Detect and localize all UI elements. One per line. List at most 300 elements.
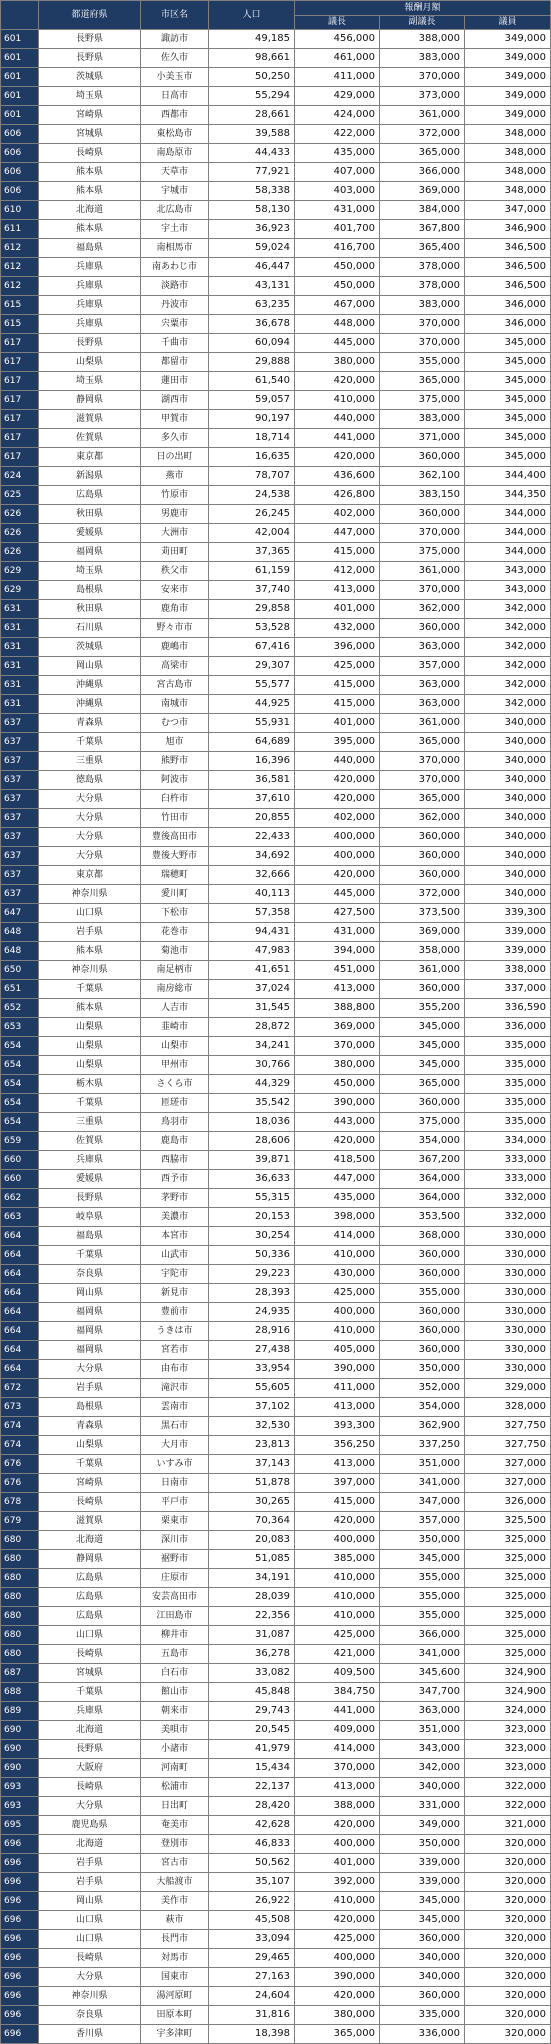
table-row bbox=[1, 429, 551, 448]
table-row bbox=[1, 1151, 551, 1170]
prefecture-cell: 福岡県 bbox=[39, 1322, 141, 1341]
city-cell: 佐久市 bbox=[141, 49, 209, 68]
city-cell: 湖西市 bbox=[141, 391, 209, 410]
rank-cell: 611 bbox=[1, 220, 39, 239]
chair-pay-cell: 397,000 bbox=[295, 1474, 380, 1493]
population-cell: 61,540 bbox=[209, 372, 295, 391]
vice-chair-pay-cell: 352,000 bbox=[380, 1379, 465, 1398]
chair-pay-cell: 431,000 bbox=[295, 201, 380, 220]
member-pay-cell: 325,000 bbox=[465, 1569, 551, 1588]
table-row bbox=[1, 106, 551, 125]
chair-pay-cell: 445,000 bbox=[295, 885, 380, 904]
table-row bbox=[1, 1094, 551, 1113]
population-cell: 55,577 bbox=[209, 676, 295, 695]
population-cell: 28,039 bbox=[209, 1588, 295, 1607]
population-cell: 44,925 bbox=[209, 695, 295, 714]
prefecture-cell: 山口県 bbox=[39, 1626, 141, 1645]
chair-pay-cell: 425,000 bbox=[295, 1284, 380, 1303]
population-cell: 31,816 bbox=[209, 2006, 295, 2025]
chair-pay-cell: 396,000 bbox=[295, 638, 380, 657]
vice-chair-pay-cell: 370,000 bbox=[380, 68, 465, 87]
chair-pay-cell: 422,000 bbox=[295, 125, 380, 144]
prefecture-cell: 神奈川県 bbox=[39, 885, 141, 904]
city-cell: 美唄市 bbox=[141, 1721, 209, 1740]
prefecture-cell: 兵庫県 bbox=[39, 315, 141, 334]
population-cell: 28,872 bbox=[209, 1018, 295, 1037]
chair-pay-cell: 414,000 bbox=[295, 1740, 380, 1759]
prefecture-cell: 埼玉県 bbox=[39, 562, 141, 581]
population-cell: 42,004 bbox=[209, 524, 295, 543]
table-row bbox=[1, 258, 551, 277]
member-pay-cell: 330,000 bbox=[465, 1227, 551, 1246]
member-pay-cell: 337,000 bbox=[465, 980, 551, 999]
prefecture-cell: 三重県 bbox=[39, 1113, 141, 1132]
population-cell: 41,979 bbox=[209, 1740, 295, 1759]
rank-cell: 662 bbox=[1, 1189, 39, 1208]
table-row bbox=[1, 847, 551, 866]
vice-chair-pay-cell: 367,200 bbox=[380, 1151, 465, 1170]
vice-chair-pay-cell: 378,000 bbox=[380, 277, 465, 296]
prefecture-cell: 長野県 bbox=[39, 1189, 141, 1208]
prefecture-cell: 大分県 bbox=[39, 828, 141, 847]
prefecture-cell: 奈良県 bbox=[39, 2006, 141, 2025]
member-pay-cell: 330,000 bbox=[465, 1246, 551, 1265]
member-pay-cell: 335,000 bbox=[465, 1113, 551, 1132]
chair-pay-cell: 392,000 bbox=[295, 1873, 380, 1892]
rank-cell: 612 bbox=[1, 258, 39, 277]
vice-chair-pay-cell: 363,000 bbox=[380, 1702, 465, 1721]
rank-cell: 652 bbox=[1, 999, 39, 1018]
prefecture-cell: 熊本県 bbox=[39, 942, 141, 961]
vice-chair-pay-cell: 336,000 bbox=[380, 2025, 465, 2044]
chair-pay-cell: 401,000 bbox=[295, 1854, 380, 1873]
member-pay-cell: 320,000 bbox=[465, 2006, 551, 2025]
population-cell: 32,530 bbox=[209, 1417, 295, 1436]
table-row bbox=[1, 315, 551, 334]
member-pay-cell: 323,000 bbox=[465, 1721, 551, 1740]
population-cell: 98,661 bbox=[209, 49, 295, 68]
population-cell: 18,714 bbox=[209, 429, 295, 448]
rank-cell: 672 bbox=[1, 1379, 39, 1398]
member-pay-cell: 335,000 bbox=[465, 1056, 551, 1075]
population-cell: 28,661 bbox=[209, 106, 295, 125]
vice-chair-pay-cell: 360,000 bbox=[380, 1246, 465, 1265]
rank-cell: 631 bbox=[1, 619, 39, 638]
population-cell: 31,087 bbox=[209, 1626, 295, 1645]
city-cell: 日の出町 bbox=[141, 448, 209, 467]
member-pay-cell: 344,400 bbox=[465, 467, 551, 486]
city-cell: 秩父市 bbox=[141, 562, 209, 581]
rank-cell: 631 bbox=[1, 676, 39, 695]
member-pay-cell: 340,000 bbox=[465, 885, 551, 904]
table-row bbox=[1, 1683, 551, 1702]
population-cell: 29,858 bbox=[209, 600, 295, 619]
table-row bbox=[1, 638, 551, 657]
rank-cell: 679 bbox=[1, 1512, 39, 1531]
population-cell: 23,813 bbox=[209, 1436, 295, 1455]
table-row bbox=[1, 1265, 551, 1284]
member-pay-cell: 340,000 bbox=[465, 847, 551, 866]
table-row bbox=[1, 163, 551, 182]
member-pay-cell: 348,000 bbox=[465, 163, 551, 182]
table-row bbox=[1, 353, 551, 372]
population-cell: 37,740 bbox=[209, 581, 295, 600]
prefecture-cell: 島根県 bbox=[39, 581, 141, 600]
table-row bbox=[1, 1341, 551, 1360]
vice-chair-pay-cell: 340,000 bbox=[380, 1968, 465, 1987]
member-pay-cell: 320,000 bbox=[465, 2025, 551, 2044]
vice-chair-pay-cell: 360,000 bbox=[380, 1094, 465, 1113]
city-cell: 南あわじ市 bbox=[141, 258, 209, 277]
chair-pay-cell: 370,000 bbox=[295, 1759, 380, 1778]
city-cell: 五島市 bbox=[141, 1645, 209, 1664]
table-row bbox=[1, 1284, 551, 1303]
prefecture-cell: 北海道 bbox=[39, 1721, 141, 1740]
rank-cell: 637 bbox=[1, 714, 39, 733]
table-row bbox=[1, 1360, 551, 1379]
city-cell: 南城市 bbox=[141, 695, 209, 714]
population-cell: 33,094 bbox=[209, 1930, 295, 1949]
vice-chair-pay-cell: 365,000 bbox=[380, 733, 465, 752]
table-row bbox=[1, 1379, 551, 1398]
rank-cell: 676 bbox=[1, 1474, 39, 1493]
city-header: 市区名 bbox=[141, 1, 209, 30]
member-pay-cell: 342,000 bbox=[465, 676, 551, 695]
chair-pay-cell: 420,000 bbox=[295, 866, 380, 885]
table-row bbox=[1, 581, 551, 600]
table-row bbox=[1, 1227, 551, 1246]
member-pay-cell: 330,000 bbox=[465, 1265, 551, 1284]
vice-chair-pay-cell: 343,000 bbox=[380, 1740, 465, 1759]
chair-pay-cell: 413,000 bbox=[295, 1398, 380, 1417]
prefecture-cell: 広島県 bbox=[39, 1607, 141, 1626]
prefecture-cell: 神奈川県 bbox=[39, 961, 141, 980]
chair-pay-cell: 430,000 bbox=[295, 1265, 380, 1284]
rank-cell: 693 bbox=[1, 1797, 39, 1816]
city-cell: 平戸市 bbox=[141, 1493, 209, 1512]
city-cell: 宮若市 bbox=[141, 1341, 209, 1360]
city-cell: 阿波市 bbox=[141, 771, 209, 790]
rank-cell: 680 bbox=[1, 1588, 39, 1607]
rank-cell: 637 bbox=[1, 771, 39, 790]
chair-pay-cell: 424,000 bbox=[295, 106, 380, 125]
rank-cell: 615 bbox=[1, 296, 39, 315]
rank-cell: 648 bbox=[1, 942, 39, 961]
member-pay-cell: 320,000 bbox=[465, 1987, 551, 2006]
table-row bbox=[1, 1531, 551, 1550]
city-cell: 諏訪市 bbox=[141, 30, 209, 49]
member-pay-cell: 325,000 bbox=[465, 1607, 551, 1626]
population-cell: 55,294 bbox=[209, 87, 295, 106]
city-cell: 匝瑳市 bbox=[141, 1094, 209, 1113]
vice-chair-pay-cell: 373,500 bbox=[380, 904, 465, 923]
rank-cell: 688 bbox=[1, 1683, 39, 1702]
city-cell: 豊後大野市 bbox=[141, 847, 209, 866]
city-cell: 都留市 bbox=[141, 353, 209, 372]
city-cell: 山武市 bbox=[141, 1246, 209, 1265]
city-cell: 大船渡市 bbox=[141, 1873, 209, 1892]
member-pay-cell: 323,000 bbox=[465, 1740, 551, 1759]
table-row bbox=[1, 1208, 551, 1227]
member-pay-cell: 344,000 bbox=[465, 524, 551, 543]
chair-pay-cell: 420,000 bbox=[295, 1512, 380, 1531]
member-pay-cell: 342,000 bbox=[465, 657, 551, 676]
vice-chair-pay-cell: 360,000 bbox=[380, 448, 465, 467]
rank-cell: 680 bbox=[1, 1531, 39, 1550]
vice-chair-pay-cell: 339,000 bbox=[380, 1854, 465, 1873]
rank-cell: 654 bbox=[1, 1056, 39, 1075]
chair-pay-cell: 440,000 bbox=[295, 752, 380, 771]
table-row bbox=[1, 30, 551, 49]
rank-cell: 625 bbox=[1, 486, 39, 505]
table-row bbox=[1, 410, 551, 429]
city-cell: 多久市 bbox=[141, 429, 209, 448]
vice-chair-pay-cell: 355,000 bbox=[380, 353, 465, 372]
member-pay-cell: 336,000 bbox=[465, 1018, 551, 1037]
table-row bbox=[1, 1474, 551, 1493]
table-row bbox=[1, 1512, 551, 1531]
chair-pay-cell: 365,000 bbox=[295, 2025, 380, 2044]
member-pay-cell: 336,590 bbox=[465, 999, 551, 1018]
rank-cell: 629 bbox=[1, 562, 39, 581]
prefecture-cell: 沖縄県 bbox=[39, 676, 141, 695]
member-pay-cell: 330,000 bbox=[465, 1322, 551, 1341]
chair-pay-cell: 401,000 bbox=[295, 714, 380, 733]
population-cell: 50,250 bbox=[209, 68, 295, 87]
table-row bbox=[1, 1170, 551, 1189]
vice-chair-pay-cell: 342,000 bbox=[380, 1759, 465, 1778]
city-cell: 甲賀市 bbox=[141, 410, 209, 429]
prefecture-cell: 佐賀県 bbox=[39, 429, 141, 448]
city-cell: 宇多津町 bbox=[141, 2025, 209, 2044]
city-cell: 南足柄市 bbox=[141, 961, 209, 980]
vice-chair-pay-cell: 369,000 bbox=[380, 182, 465, 201]
table-row bbox=[1, 1132, 551, 1151]
city-cell: 庄原市 bbox=[141, 1569, 209, 1588]
vice-chair-pay-cell: 363,000 bbox=[380, 676, 465, 695]
member-pay-cell: 344,000 bbox=[465, 543, 551, 562]
member-pay-cell: 320,000 bbox=[465, 1930, 551, 1949]
prefecture-cell: 宮崎県 bbox=[39, 1474, 141, 1493]
chair-pay-cell: 411,000 bbox=[295, 68, 380, 87]
prefecture-cell: 広島県 bbox=[39, 1569, 141, 1588]
table-row bbox=[1, 904, 551, 923]
table-row bbox=[1, 923, 551, 942]
vice-chair-pay-cell: 355,000 bbox=[380, 1607, 465, 1626]
rank-cell: 674 bbox=[1, 1417, 39, 1436]
table-row bbox=[1, 1721, 551, 1740]
chair-pay-cell: 415,000 bbox=[295, 543, 380, 562]
city-cell: 安来市 bbox=[141, 581, 209, 600]
population-cell: 15,434 bbox=[209, 1759, 295, 1778]
city-cell: むつ市 bbox=[141, 714, 209, 733]
prefecture-cell: 秋田県 bbox=[39, 600, 141, 619]
chair-pay-cell: 415,000 bbox=[295, 695, 380, 714]
chair-pay-cell: 394,000 bbox=[295, 942, 380, 961]
population-cell: 49,185 bbox=[209, 30, 295, 49]
member-pay-cell: 320,000 bbox=[465, 1968, 551, 1987]
vice-chair-pay-cell: 388,000 bbox=[380, 30, 465, 49]
vice-chair-pay-cell: 341,000 bbox=[380, 1474, 465, 1493]
prefecture-cell: 青森県 bbox=[39, 714, 141, 733]
member-pay-cell: 339,300 bbox=[465, 904, 551, 923]
vice-chair-pay-cell: 361,000 bbox=[380, 106, 465, 125]
table-row bbox=[1, 49, 551, 68]
rank-cell: 606 bbox=[1, 182, 39, 201]
chair-pay-cell: 450,000 bbox=[295, 258, 380, 277]
chair-pay-cell: 447,000 bbox=[295, 524, 380, 543]
population-cell: 24,604 bbox=[209, 1987, 295, 2006]
chair-pay-cell: 420,000 bbox=[295, 372, 380, 391]
city-cell: 豊後高田市 bbox=[141, 828, 209, 847]
vice-chair-pay-cell: 371,000 bbox=[380, 429, 465, 448]
member-pay-cell: 332,000 bbox=[465, 1189, 551, 1208]
member-pay-cell: 346,500 bbox=[465, 258, 551, 277]
chair-pay-cell: 413,000 bbox=[295, 581, 380, 600]
table-row bbox=[1, 885, 551, 904]
city-cell: 長門市 bbox=[141, 1930, 209, 1949]
city-cell: 黒石市 bbox=[141, 1417, 209, 1436]
rank-cell: 612 bbox=[1, 239, 39, 258]
table-row bbox=[1, 980, 551, 999]
vice-chair-pay-cell: 339,000 bbox=[380, 1873, 465, 1892]
member-pay-cell: 329,000 bbox=[465, 1379, 551, 1398]
rank-cell: 696 bbox=[1, 1949, 39, 1968]
prefecture-cell: 宮城県 bbox=[39, 1664, 141, 1683]
table-row bbox=[1, 714, 551, 733]
rank-cell: 612 bbox=[1, 277, 39, 296]
monthly-pay-header: 報酬月額 bbox=[295, 1, 551, 16]
prefecture-cell: 山梨県 bbox=[39, 1436, 141, 1455]
member-pay-cell: 326,000 bbox=[465, 1493, 551, 1512]
population-cell: 67,416 bbox=[209, 638, 295, 657]
population-cell: 18,036 bbox=[209, 1113, 295, 1132]
table-row bbox=[1, 1189, 551, 1208]
member-pay-cell: 325,500 bbox=[465, 1512, 551, 1531]
chair-pay-cell: 418,500 bbox=[295, 1151, 380, 1170]
vice-chair-pay-cell: 349,000 bbox=[380, 1816, 465, 1835]
city-cell: 新見市 bbox=[141, 1284, 209, 1303]
member-pay-cell: 344,000 bbox=[465, 505, 551, 524]
population-cell: 22,356 bbox=[209, 1607, 295, 1626]
chair-pay-cell: 415,000 bbox=[295, 676, 380, 695]
table-row bbox=[1, 1835, 551, 1854]
vice-chair-pay-cell: 370,000 bbox=[380, 752, 465, 771]
population-cell: 36,678 bbox=[209, 315, 295, 334]
chair-pay-cell: 405,000 bbox=[295, 1341, 380, 1360]
member-pay-cell: 327,750 bbox=[465, 1436, 551, 1455]
population-cell: 44,329 bbox=[209, 1075, 295, 1094]
rank-cell: 690 bbox=[1, 1759, 39, 1778]
chair-pay-cell: 420,000 bbox=[295, 448, 380, 467]
city-cell: 大月市 bbox=[141, 1436, 209, 1455]
prefecture-cell: 静岡県 bbox=[39, 1550, 141, 1569]
city-cell: 丹波市 bbox=[141, 296, 209, 315]
vice-chair-pay-cell: 362,000 bbox=[380, 600, 465, 619]
vice-chair-pay-cell: 365,000 bbox=[380, 790, 465, 809]
rank-cell: 659 bbox=[1, 1132, 39, 1151]
chair-pay-cell: 425,000 bbox=[295, 657, 380, 676]
member-pay-cell: 328,000 bbox=[465, 1398, 551, 1417]
chair-pay-cell: 388,000 bbox=[295, 1797, 380, 1816]
table-row bbox=[1, 391, 551, 410]
member-pay-cell: 347,000 bbox=[465, 201, 551, 220]
vice-chair-pay-cell: 353,500 bbox=[380, 1208, 465, 1227]
city-cell: 田原本町 bbox=[141, 2006, 209, 2025]
population-cell: 57,358 bbox=[209, 904, 295, 923]
chair-pay-cell: 436,600 bbox=[295, 467, 380, 486]
chair-pay-cell: 425,000 bbox=[295, 1930, 380, 1949]
prefecture-cell: 岩手県 bbox=[39, 1873, 141, 1892]
rank-cell: 690 bbox=[1, 1740, 39, 1759]
chair-pay-cell: 413,000 bbox=[295, 1455, 380, 1474]
city-cell: 安芸高田市 bbox=[141, 1588, 209, 1607]
prefecture-cell: 長野県 bbox=[39, 334, 141, 353]
population-cell: 31,545 bbox=[209, 999, 295, 1018]
member-pay-cell: 343,000 bbox=[465, 581, 551, 600]
table-row bbox=[1, 372, 551, 391]
vice-chair-pay-cell: 367,800 bbox=[380, 220, 465, 239]
chair-pay-cell: 443,000 bbox=[295, 1113, 380, 1132]
chair-pay-cell: 420,000 bbox=[295, 1911, 380, 1930]
rank-cell: 650 bbox=[1, 961, 39, 980]
vice-chair-pay-cell: 360,000 bbox=[380, 1341, 465, 1360]
city-cell: 江田島市 bbox=[141, 1607, 209, 1626]
rank-cell: 601 bbox=[1, 87, 39, 106]
table-header bbox=[1, 1, 551, 30]
city-cell: 日出町 bbox=[141, 1797, 209, 1816]
chair-pay-cell: 370,000 bbox=[295, 1037, 380, 1056]
prefecture-cell: 北海道 bbox=[39, 201, 141, 220]
chair-pay-cell: 410,000 bbox=[295, 1607, 380, 1626]
rank-cell: 654 bbox=[1, 1113, 39, 1132]
prefecture-cell: 熊本県 bbox=[39, 220, 141, 239]
vice-chair-pay-cell: 357,000 bbox=[380, 657, 465, 676]
rank-cell: 664 bbox=[1, 1322, 39, 1341]
prefecture-cell: 広島県 bbox=[39, 486, 141, 505]
rank-cell: 617 bbox=[1, 334, 39, 353]
rank-cell: 664 bbox=[1, 1284, 39, 1303]
table-row bbox=[1, 809, 551, 828]
prefecture-cell: 岐阜県 bbox=[39, 1208, 141, 1227]
member-pay-cell: 320,000 bbox=[465, 1892, 551, 1911]
vice-chair-pay-cell: 360,000 bbox=[380, 828, 465, 847]
chair-pay-cell: 420,000 bbox=[295, 1816, 380, 1835]
rank-cell: 617 bbox=[1, 391, 39, 410]
city-cell: 美濃市 bbox=[141, 1208, 209, 1227]
vice-chair-pay-cell: 355,000 bbox=[380, 1588, 465, 1607]
city-cell: 本宮市 bbox=[141, 1227, 209, 1246]
rank-cell: 664 bbox=[1, 1341, 39, 1360]
table-row bbox=[1, 1018, 551, 1037]
vice-chair-pay-cell: 360,000 bbox=[380, 866, 465, 885]
population-cell: 28,916 bbox=[209, 1322, 295, 1341]
prefecture-cell: 千葉県 bbox=[39, 1683, 141, 1702]
vice-chair-pay-cell: 345,000 bbox=[380, 1892, 465, 1911]
city-cell: 裾野市 bbox=[141, 1550, 209, 1569]
vice-chair-pay-cell: 345,600 bbox=[380, 1664, 465, 1683]
prefecture-cell: 福島県 bbox=[39, 1227, 141, 1246]
chair-pay-cell: 412,000 bbox=[295, 562, 380, 581]
chair-pay-cell: 420,000 bbox=[295, 1132, 380, 1151]
table-row bbox=[1, 828, 551, 847]
city-cell: 宇城市 bbox=[141, 182, 209, 201]
prefecture-cell: 大阪府 bbox=[39, 1759, 141, 1778]
chair-pay-cell: 409,500 bbox=[295, 1664, 380, 1683]
population-cell: 45,508 bbox=[209, 1911, 295, 1930]
member-pay-cell: 339,000 bbox=[465, 923, 551, 942]
table-row bbox=[1, 1816, 551, 1835]
